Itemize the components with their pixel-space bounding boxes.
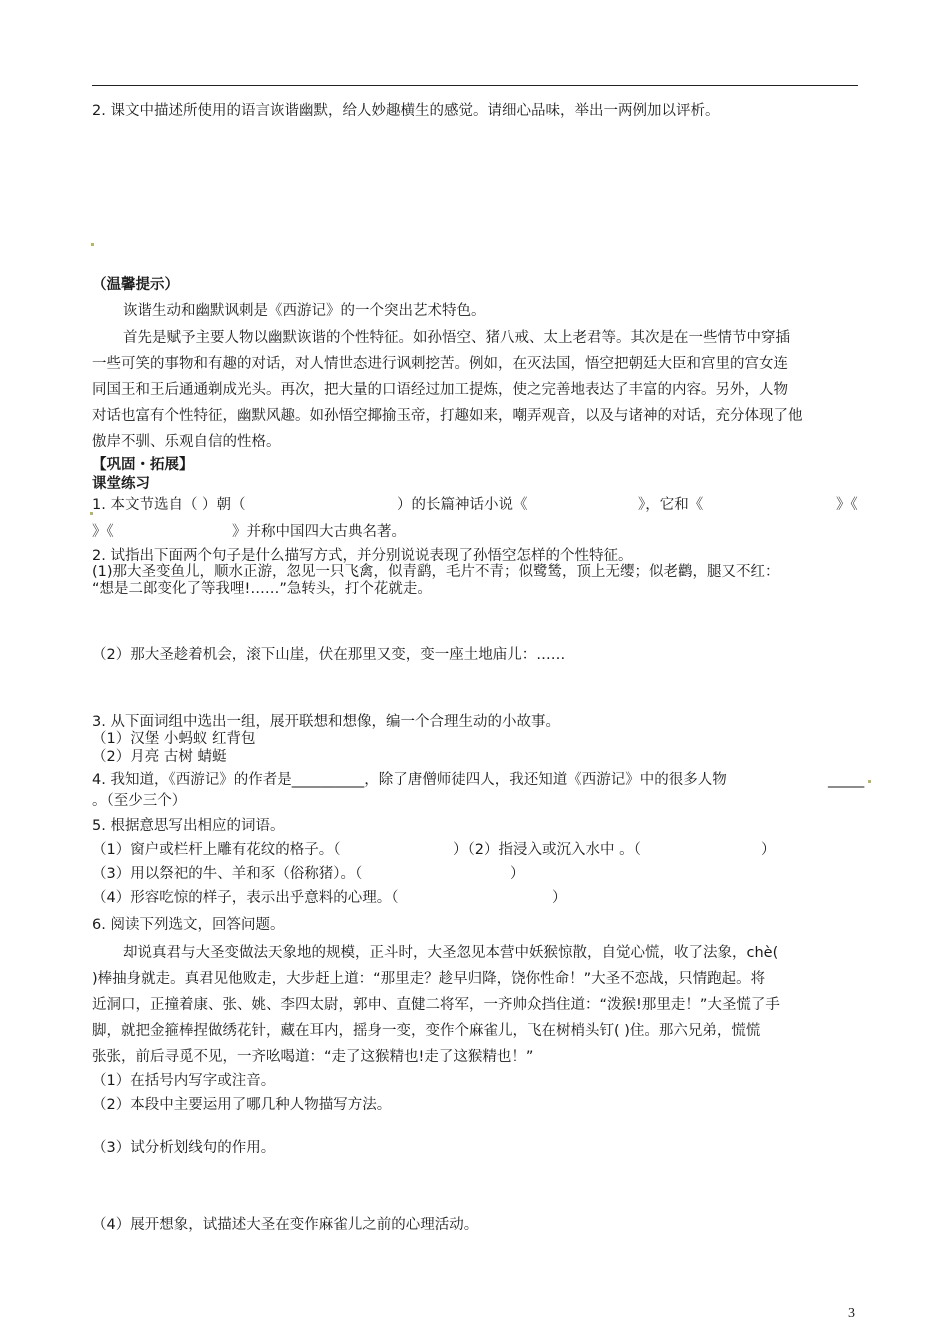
passage-emphasis-char: 钉 — [599, 1023, 614, 1039]
exercise-2-sentence-2: （2）那大圣趁着机会，滚下山崖，伏在那里又变，变一座土地庙儿：…… — [92, 647, 566, 663]
exercise-6-prompt: 6. 阅读下列选文，回答问题。 — [92, 917, 285, 933]
passage-line-3: 近洞口，正撞着康、张、姚、李四太尉，郭申、直健二将军，一齐帅众挡住道：“泼猴!那里走！”大圣慌了手 — [92, 997, 780, 1013]
exercise-6-q4: （4）展开想象，试描述大圣在变作麻雀儿之前的心理活动。 — [92, 1217, 479, 1233]
question-2: 2. 课文中描述所使用的语言诙谐幽默，给人妙趣横生的感觉。请细心品味，举出一两例加以评析。 — [92, 103, 720, 119]
marker-dot — [91, 243, 94, 246]
exercise-6-q2: （2）本段中主要运用了哪几种人物描写方法。 — [92, 1097, 392, 1113]
exercise-5-item-2: ）（2）指浸入或沉入水中 。（ — [453, 842, 641, 858]
exercise-5-item-1: （1）窗户或栏杆上雕有花纹的格子。（ — [92, 842, 341, 858]
tip-title: （温馨提示） — [92, 277, 179, 293]
exercise-5-item-2-close: ） — [761, 842, 776, 858]
exercise-5-item-4: （4）形容吃惊的样子，表示出乎意料的心理。（ — [92, 890, 399, 906]
page-number: 3 — [848, 1306, 855, 1321]
exercise-1-part-b: ）的长篇神话小说《 — [397, 497, 528, 513]
exercise-3-prompt: 3. 从下面词组中选出一组，展开联想和想像，编一个合理生动的小故事。 — [92, 714, 560, 730]
exercise-5-item-3: （3）用以祭祀的牛、羊和豕（俗称猪）。（ — [92, 866, 363, 882]
exercise-2-sentence-1-cont: “想是二郎变化了等我哩!……”急转头，打个花就走。 — [92, 581, 432, 597]
exercise-1-part-d: 》《 — [836, 497, 858, 513]
exercise-3-option-1: （1）汉堡 小蚂蚁 红背包 — [92, 731, 256, 747]
passage-line-2: )棒抽身就走。真君见他败走，大步赶上道：“那里走？趁早归降，饶你性命！”大圣不恋战，只情跑起。将 — [92, 971, 766, 987]
passage-line-4-c: ( )住。那六兄弟，慌慌 — [614, 1023, 761, 1039]
exercise-5-item-3-close: ） — [510, 866, 525, 882]
exercise-4-line-1: 4. 我知道，《西游记》的作者是__________，除了唐僧师徒四人，我还知道《西游记》中的很多人物 — [92, 772, 727, 788]
exercise-1-part-f: 》并称中国四大古典名著。 — [232, 524, 406, 540]
tip-paragraph-2-line-2: 一些可笑的事物和有趣的对话，对人情世态进行讽刺挖苦。例如，在灭法国，悟空把朝廷大臣和宫里的宫女连 — [92, 356, 788, 372]
exercise-1-part-a: 1. 本文节选自（ ）朝（ — [92, 497, 246, 513]
exercise-5-item-4-close: ） — [552, 890, 567, 906]
exercise-4-blank: _____ — [828, 772, 865, 788]
tip-paragraph-1: 诙谐生动和幽默讽刺是《西游记》的一个突出艺术特色。 — [123, 303, 486, 319]
exercise-2-prompt: 2. 试指出下面两个句子是什么描写方式，并分别说说表现了孙悟空怎样的个性特征。 — [92, 548, 633, 564]
marker-dot — [868, 780, 871, 783]
exercise-1-part-c: 》，它和《 — [638, 497, 704, 513]
passage-line-4 — [92, 1021, 760, 1041]
passage-line-5: 张张，前后寻觅不见，一齐吆喝道：“走了这猴精也!走了这猴精也！” — [92, 1049, 534, 1065]
exercise-2-sentence-1: (1)那大圣变鱼儿，顺水正游，忽见一只飞禽，似青鹞，毛片不青；似鹭鸶，顶上无缨；似老鹳，腿又不红： — [92, 564, 780, 580]
section-subtitle: 课堂练习 — [92, 476, 150, 492]
passage-line-1: 却说真君与大圣变做法天象地的规模，正斗时，大圣忽见本营中妖猴惊散，自觉心慌，收了法象，chè( — [123, 945, 779, 961]
tip-paragraph-2-line-4: 对话也富有个性特征，幽默风趣。如孙悟空揶揄玉帝，打趣如来，嘲弄观音，以及与诸神的对话，充分体现了他 — [92, 408, 803, 424]
tip-paragraph-2-line-5: 傲岸不驯、乐观自信的性格。 — [92, 434, 281, 450]
exercise-4-line-2: 。（至少三个） — [92, 793, 187, 809]
tip-paragraph-2-line-1: 首先是赋予主要人物以幽默诙谐的个性特征。如孙悟空、猪八戒、太上老君等。其次是在一些情节中穿插 — [123, 330, 790, 346]
exercise-5-prompt: 5. 根据意思写出相应的词语。 — [92, 818, 285, 834]
header-rule — [92, 85, 858, 86]
section-title: 【巩固・拓展】 — [92, 457, 194, 473]
tip-paragraph-2-line-3: 同国王和王后通通剃成光头。再次，把大量的口语经过加工提炼，使之完善地表达了丰富的内容。另外，人物 — [92, 382, 788, 398]
exercise-6-q1: （1）在括号内写字或注音。 — [92, 1073, 276, 1089]
passage-line-4-a: 脚，就把金箍棒捏做绣花针，藏在耳内，摇身一变，变作个麻雀儿，飞在树梢头 — [92, 1023, 600, 1039]
exercise-1-part-e: 》《 — [92, 524, 114, 540]
exercise-3-option-2: （2）月亮 古树 蜻蜓 — [92, 749, 227, 765]
exercise-6-q3: （3）试分析划线句的作用。 — [92, 1140, 276, 1156]
